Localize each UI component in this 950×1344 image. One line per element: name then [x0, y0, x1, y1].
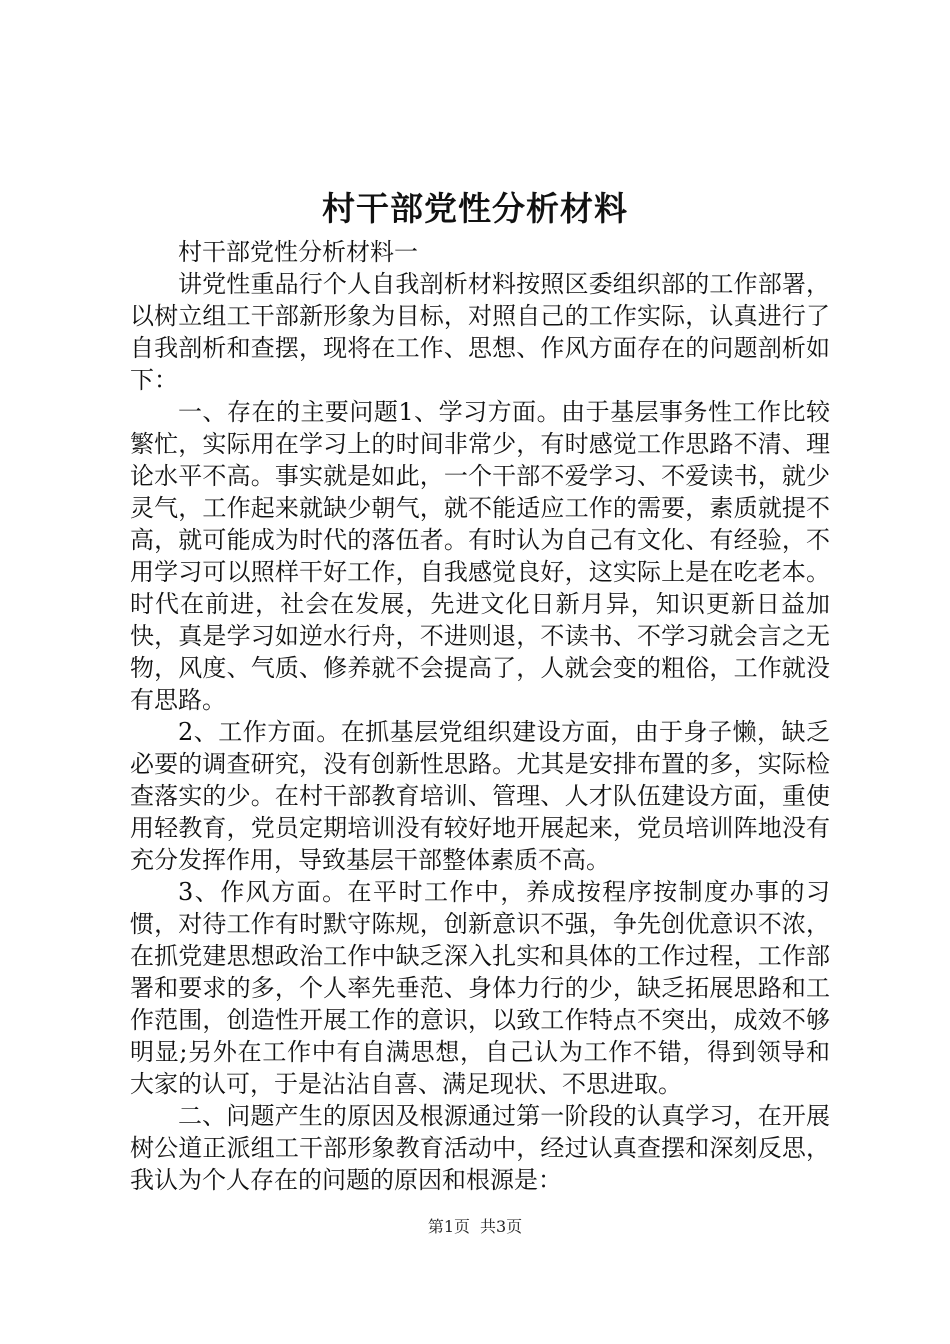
- study-issue-paragraph: 一、存在的主要问题1、学习方面。由于基层事务性工作比较繁忙，实际用在学习上的时间非常少，有时感觉工作思路不清、理论水平不高。事实就是如此，一个干部不爱学习、不爱读书，就少灵气，工作起来就缺少朝气，就不能适应工作的需要，素质就提不高，就可能成为时代的落伍者。有时认为自己有文化、有经验，不用学习可以照样干好工作，自我感觉良好，这实际上是在吃老本。时代在前进，社会在发展，先进文化日新月异，知识更新日益加快，真是学习如逆水行舟，不进则退，不读书、不学习就会言之无物，风度、气质、修养就不会提高了，人就会变的粗俗，工作就没有思路。: [130, 398, 830, 714]
- page-footer: [0, 1215, 950, 1239]
- intro-paragraph: 讲党性重品行个人自我剖析材料按照区委组织部的工作部署，以树立组工干部新形象为目标，对照自己的工作实际，认真进行了自我剖析和查摆，现将在工作、思想、作风方面存在的问题剖析如下：: [130, 270, 830, 394]
- style-issue-paragraph: 3、作风方面。在平时工作中，养成按程序按制度办事的习惯，对待工作有时默守陈规，创新意识不强，争先创优意识不浓，在抓党建思想政治工作中缺乏深入扎实和具体的工作过程，工作部署和要求的多，个人率先垂范、身体力行的少，缺乏拓展思路和工作范围，创造性开展工作的意识，以致工作特点不突出，成效不够明显;另外在工作中有自满思想，自己认为工作不错，得到领导和大家的认可，于是沾沾自喜、满足现状、不思进取。: [130, 878, 830, 1098]
- page-number: 第1页: [427, 1217, 470, 1236]
- cause-paragraph: 二、问题产生的原因及根源通过第一阶段的认真学习，在开展树公道正派组工干部形象教育活动中，经过认真查摆和深刻反思，我认为个人存在的问题的原因和根源是：: [130, 1102, 830, 1194]
- document-body: [130, 236, 830, 1196]
- work-issue-paragraph: 2、工作方面。在抓基层党组织建设方面，由于身子懒，缺乏必要的调查研究，没有创新性思路。尤其是安排布置的多，实际检查落实的少。在村干部教育培训、管理、人才队伍建设方面，重使用轻教育，党员定期培训没有较好地开展起来，党员培训阵地没有充分发挥作用，导致基层干部整体素质不高。: [130, 718, 830, 874]
- document-title: 村干部党性分析材料: [322, 189, 628, 228]
- section-subtitle: 村干部党性分析材料一: [178, 238, 418, 266]
- page-total: 共3页: [480, 1217, 523, 1236]
